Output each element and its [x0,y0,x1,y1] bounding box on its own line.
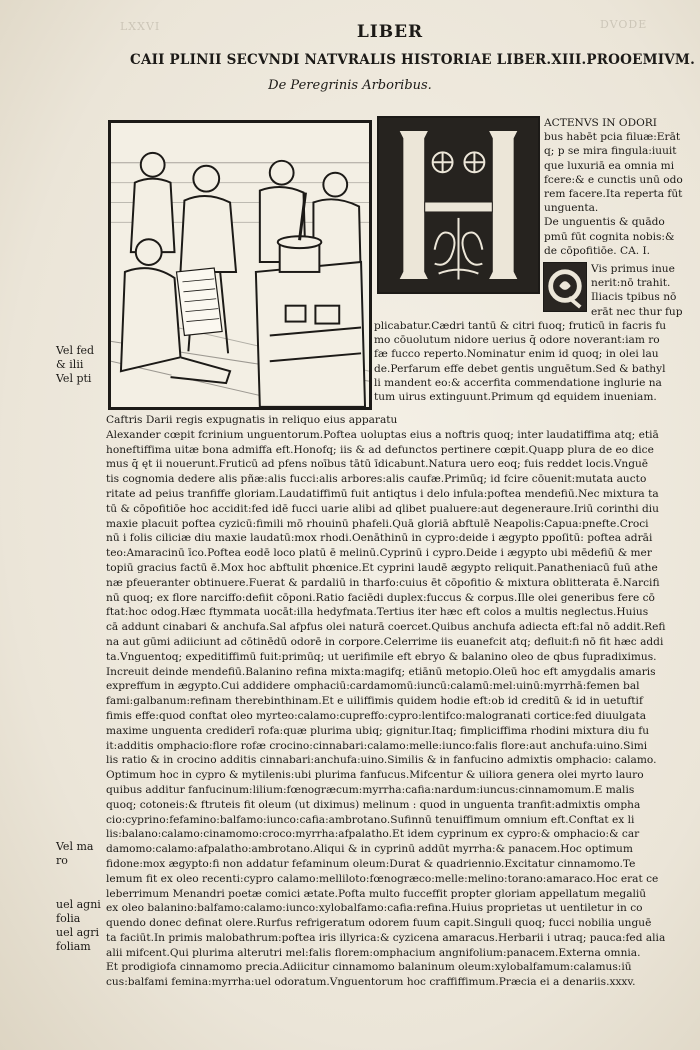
bleed-through-folio: LXXVI [120,20,161,33]
text-line: lis:balano:calamo:cinamomo:croco:myrrha:afpalatho.Et idem cyprinum ex cypro:& omphacio:& car [106,828,640,841]
gloss-line: ro [56,854,68,867]
text-line: nerit:nō trahit. [591,277,671,290]
text-line: De unguentis & quādo [544,216,665,229]
text-line: de cōpofitiōe. CA. I. [544,244,651,257]
text-line: ta.Vnguentoq; expeditiffimū fuit:primūq; ut uerifimile eft ebryo & balanino oleo de qbus fupradiximus. [106,650,657,663]
text-column-right-lower [591,262,686,319]
text-line: Alexander cœpit fcrinium unguentorum.Poftea uoluptas eius a noftris quoq; inter laudatiffima atq; etiā [106,428,659,441]
initial-letter-q-image [544,263,586,311]
text-line: teo:Amaracinū īco.Poftea eodē loco platū ē melinū.Cyprinū i cypro.Deide i ægypto ubi mēdefiū & mer [106,547,652,560]
text-line: it:additis omphacio:flore rofæ crocino:cinnabari:calamo:melle:iunco:falis flore:aut anchufa:uino.Simi [106,739,648,752]
text-line: fcere:& e cunctis unū odo [544,173,683,186]
text-line: expreffum in ægypto.Cui addidere omphaciū:cardamomū:iuncū:calamū:mel:uinū:myrrhā:femen bal [106,680,640,693]
text-column-right-top [544,116,684,258]
text-line: quoq; cotoneis:& ftruteis fit oleum (ut diximus) melinum : quod in unguenta tranfit:admixtis ompha [106,798,641,811]
text-line: topiū gracius factū ē.Mox hoc abftulit phœnice.Et cyprini laudē ægypto reliquit.Panatheniacū fuū athe [106,561,658,574]
gloss-line: Vel ma [56,840,94,853]
text-column-middle [374,319,684,404]
text-line: fidone:mox ægypto:fi non addatur fefaminum oleum:Durat & quadriennio.Excitatur cinnamomo.Te [106,857,636,870]
gloss-line: Vel fed [56,344,95,357]
text-line: q; p se mira fingula:iuuit [544,145,677,158]
text-line: tum uirus extinguunt.Primum qd equidem inueniam. [374,391,657,404]
text-line: tis cognomia dedere alis pñæ:alis fucci:alis arbores:alis caufæ.Primūq; id fcire cōuenit:mutata aucto [106,473,647,486]
text-line: tū & cōpofitiōe hoc accidit:fed idē fucci uarie alibi ad qlibet pualuere:aut degeneraure.Iriū corinthi diu [106,502,659,515]
text-line: quibus additur fanfucinum:lilium:fœnogræcum:myrrha:cafia:nardum:iuncus:cinnamomum.E malis [106,783,635,796]
text-line: maxie placuit poftea cyzicū:fimili mō rhouinū phafeli.Quā gloriā abftulē Neapolis:Capua:pnefte.Croci [106,517,649,530]
text-line: cio:cyprino:fefamino:balfamo:iunco:cafia:ambrotano.Sufinnū tenuiffimum omnium eft.Conftat ex li [106,813,635,826]
text-line: rem facere.Ita reperta fūt [544,188,683,201]
text-line: Optimum hoc in cypro & mytilenis:ubi plurima fanfucus.Mifcentur & uiliora genera olei myrto lauro [106,769,644,782]
text-line: fæ fucco reperto.Nominatur enim id quoq; in olei lau [374,348,659,361]
text-line: de.Perfarum effe debet gentis unguētum.Sed & bathyl [374,362,666,375]
text-line: ta faciūt.In primis malobathrum:poftea iris illyrica:& cyzicena amaracus.Herbarii i utraq; pauca:fed alia [106,931,666,944]
chapter-subtitle: De Peregrinis Arboribus. [268,78,432,93]
main-body-text [106,413,686,990]
woodcut-illustration [108,120,372,410]
text-line: ex oleo balanino:balfamo:calamo:iunco:xylobalfamo:cafia:refina.Huius proprietas ut uentiletur in co [106,902,643,915]
text-line: nū i folis ciliciæ diu maxie laudatū:mox rhodi.Oenāthinū in cypro:deide i ægypto ppoſitū: poftea adrāi [106,532,653,545]
margin-gloss-2 [56,840,93,868]
text-line: mo cōuolutum nidore uerius q̄ odore noverant:iam ro [374,334,660,347]
book-title: CAII PLINII SECVNDI NATVRALIS HISTORIAE LIBER.XIII.PROOEMIVM. [130,52,695,68]
text-line: unguenta. [544,202,599,215]
text-line: ritate ad peius tranfiffe gloriam.Laudatiffimū fuit antiqtus i delo infula:poftea mendefiū.Nec mixtura ta [106,487,659,500]
text-line: lis ratio & in crocino additis cinnabari:anchufa:uino.Similis & in fanfucino admixtis omphacio: calamo. [106,754,657,767]
text-line: ACTENVS IN ODORI [544,117,657,129]
text-line: pmū fūt cognita nobis:& [544,230,675,243]
text-line: damomo:calamo:afpalatho:ambrotano.Aliqui & in cyprinū addūt myrrha:& panacem.Hoc optimum [106,843,633,856]
text-line: maxime unguenta crediderī rofa:quæ plurima ubiq; gignitur.Itaq; fimpliciffima rhodini mixtura diu fu [106,724,650,737]
text-line: cus:balfami femina:myrrha:uel odoratum.Vnguentorum hoc craffiffimum.Præcia ei a denariis.xxxv. [106,976,636,989]
text-line: li mandent eo:& accerfita commendatione inglurie na [374,376,662,389]
text-line: plicabatur.Cædri tantū & citri fuoq; fruticū in facris fu [374,320,667,332]
text-line: leberrimum Menandri poetæ comici ætate.Pofta multo fucceffit propter gloriam appellatum megaliū [106,887,647,900]
margin-gloss-3 [56,898,101,954]
text-line: lemum fit ex oleo recenti:cypro calamo:melliloto:fœnogræco:melle:melino:torano:amaraco.Hoc erat ce [106,872,659,885]
running-head: LIBER [356,22,424,42]
text-line: fami:galbanum:refinam therebinthinam.Et e uiliffimis quidem hodie eft:ob id creditū & id in uetuftif [106,695,643,708]
gloss-line: uel agni [56,898,101,911]
text-line: Et prodigiofa cinnamomo precia.Adiicitur cinnamomo balaninum oleum:xylobalfamum:calamus:iū [106,961,632,974]
initial-letter-h-image [379,118,538,292]
text-line: que luxuriā ea omnia mi [544,159,675,172]
text-line: fimis effe:quod conftat oleo myrteo:calamo:cupreffo:cypro:lentifco:malogranati cortice:fed diuulgata [106,709,647,722]
text-line: na aut gūmi adiiciunt ad cōtinēdū odorē in corpore.Celerrime iis euanefcit atq; defluit:fi nō fit hæc addi [106,635,664,648]
gloss-line: foliam [56,940,91,953]
text-line: nū quoq; ex flore narciffo:defiit cōponi.Ratio faciēdi duplex:fuccus & corpus.Ille olei generibus fere cō [106,591,655,604]
margin-gloss-1 [56,344,94,386]
text-line: erāt nec thur fup [591,305,683,318]
gloss-line: folia [56,912,81,925]
bleed-through-top: DVODE [600,18,648,31]
text-line: Iliacis tpibus nō [591,291,677,304]
perfumers-woodcut-image [111,123,369,407]
text-line: ftat:hoc odog.Hæc ftymmata uocāt:illa hedyfmata.Tertius iter hæc eft colos a multis neglectus.Huius [106,606,649,619]
text-line: Increuit deinde mendefiū.Balanino refina mixta:magifq; etiānū metopio.Oleū hoc eft amygdalis amaris [106,665,656,678]
text-line: næ pfeueranter obtinuere.Fuerat & pardaliū in tharfo:cuius ēt cōpofitio & mixtura oblitterata ē.Narcifi [106,576,660,589]
text-line: honeftiffima uitæ bona admiffa eft.Honofq; iis & ad defunctos pertinere cœpit.Quapp plura de eo dice [106,443,654,456]
text-line: cā addunt cinabari & anchufa.Sal afpfus olei naturā coercet.Quibus anchufa adiecta eft:fal nō addit.Refi [106,621,666,634]
text-line: Caftris Darii regis expugnatis in reliquo eius apparatu [106,414,398,426]
text-line: bus habēt pcia filuæ:Erāt [544,131,681,144]
gloss-line: uel agri [56,926,99,939]
text-line: alii mifcent.Qui plurima alterutri mel:falis florem:omphacium angnifolium:panacem.Externa omnia. [106,946,641,959]
text-line: quendo donec definat olere.Rurfus refrigeratum odorem fuum capit.Singuli quoq; fucci nobilia unguē [106,917,652,930]
decorated-initial-h [377,116,540,294]
gloss-line: Vel pti [56,372,92,385]
text-line: Vis primus inue [591,263,675,275]
gloss-line: & ilii [56,358,84,371]
text-line: mus q̄ ęt ii nouerunt.Fruticū ad pfens noībus tātū īdicabunt.Natura uero eoq; fuis reddet locis.Vnguē [106,458,649,471]
decorated-initial-q [543,262,587,312]
